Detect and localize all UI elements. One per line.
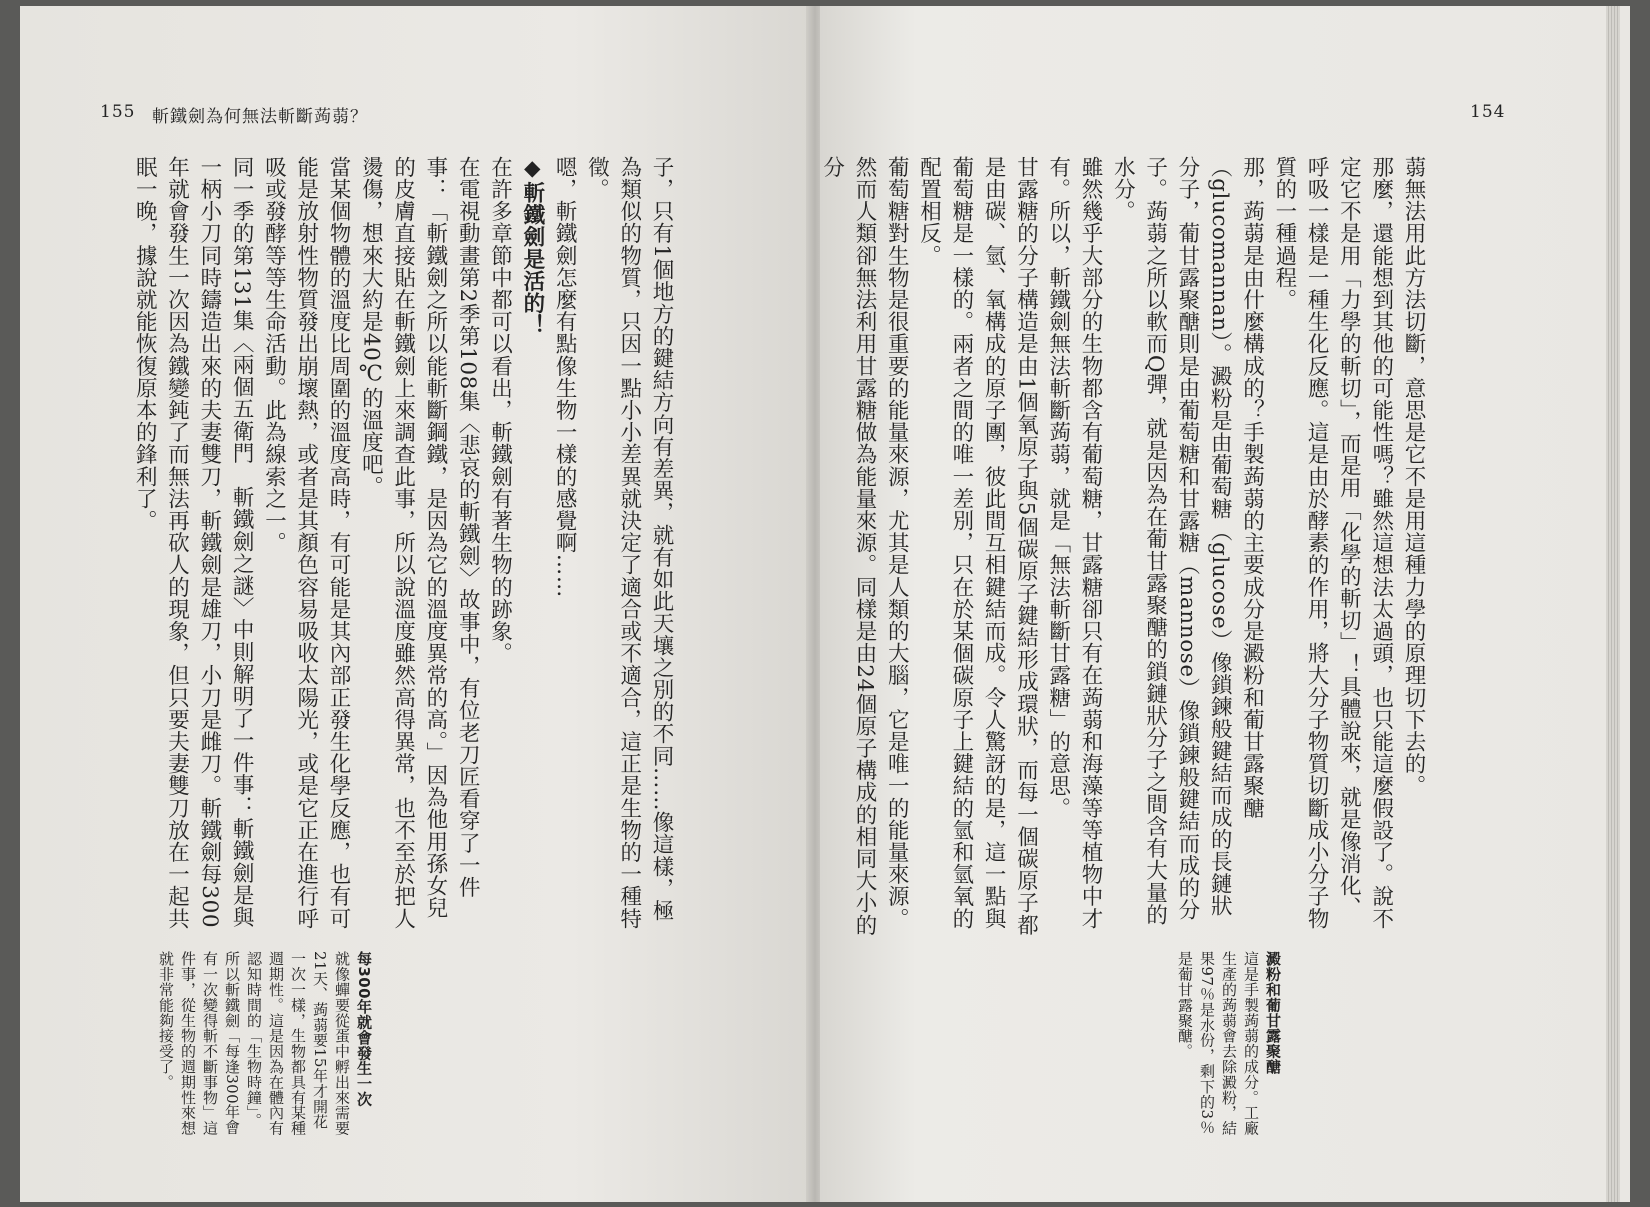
paragraph: 在電視動畫第2季第108集〈悲哀的斬鐵劍〉故事中，有位老刀匠看穿了一件事：「斬鐵劍之所以能斬斷鋼鐵，是因為它的溫度異常的高。」因為他用孫女兒的皮膚直接貼在斬鐵劍上來調查此事，所以說溫度雖然高得異常，也不至於把人燙傷，想來大約是40℃的溫度吧。 [358, 156, 481, 930]
paragraph: 那，蒟蒻是由什麼構成的？手製蒟蒻的主要成分是澱粉和葡甘露聚醣（glucomannan）。澱粉是由葡萄糖（glucose）像鎖鍊般鍵結而成的長鏈狀分子，葡甘露聚醣則是由葡萄糖和甘露糖（mannose）像鎖鍊般鍵結而成的分子。蒟蒻之所以軟而Q彈，就是因為在葡甘露聚醣的鎖鏈狀分子之間含有大量的水分。 [1110, 156, 1265, 926]
running-title: 斬鐵劍為何無法斬斷蒟蒻？ [152, 107, 368, 127]
paragraph: 當某個物體的溫度比周圍的溫度高時，有可能是其內部正發生化學反應，也有可能是放射性物質發出崩壞熱，或者是其顏色容易吸收太陽光，或是它正在進行呼吸或發酵等等生命活動。此為線索之一。 [261, 156, 352, 930]
sidenote-right [1164, 951, 1284, 1141]
paragraph: 雖然幾乎大部分的生物都含有葡萄糖，甘露糖卻只有在蒟蒻和海藻等等植物中才有。所以，斬鐵劍無法斬斷蒟蒻，就是「無法斬斷甘露糖」的意思。 [1045, 156, 1104, 930]
left-body-text [112, 156, 677, 936]
paragraph: 蒻無法用此方法切斷，意思是它不是用這種力學的原理切下去的。 [1401, 156, 1426, 797]
sidenote-body: 就像蟬要從蛋中孵出來需要21天、蒟蒻要15年才開花一次一樣，生物都具有某種週期性。這是因為在體內有認知時間的「生物時鐘」。所以斬鐵劍「每逢300年會有一次變得斬不斷事物」這件事，從生物的週期性來想就非常能夠接受了。 [157, 951, 351, 1136]
sidenote-body: 這是手製蒟蒻的成分。工廠生產的蒟蒻會去除澱粉，結果97％是水份，剩下的3％是葡甘露聚醣。 [1176, 951, 1260, 1136]
paragraph: 在許多章節中都可以看出，斬鐵劍有著生物的跡象。 [487, 156, 513, 665]
sidenote-title: 每300年就會發生一次 [355, 951, 373, 1107]
paragraph: 子，只有1個地方的鍵結方向有差異，就有如此天壤之別的不同……像這樣，極為類似的物質，只因一點小小差異就決定了適合或不適合，這正是生物的一種特徵。 [584, 156, 674, 930]
paragraph: 同一季的第131集〈兩個五衛門 斬鐵劍之謎〉中則解明了一件事：斬鐵劍是與一柄小刀同時鑄造出來的夫妻雙刀，斬鐵劍是雄刀，小刀是雌刀。斬鐵劍每300年就會發生一次因為鐵變鈍了而無法再砍人的現象，但只要夫妻雙刀放在一起共眠一晚，據說就能恢復原本的鋒利了。 [132, 156, 255, 930]
sidenote-title: 澱粉和葡甘露聚醣 [1264, 951, 1282, 1075]
page-number-right: 154 [1470, 102, 1506, 122]
right-page [820, 6, 1620, 1202]
page-edges [1606, 6, 1620, 1202]
sidenote-left [130, 951, 375, 1141]
left-page [20, 6, 810, 1202]
page-number-left: 155 [100, 102, 136, 122]
paragraph: 那麼，還能想到其他的可能性嗎？雖然這想法太過頭，也只能這麼假設了。說不定它不是用「力學的斬切」，而是用「化學的斬切」！具體說來，就是像消化、呼吸一樣是一種生化反應。這是由於酵素的作用，將大分子物質切斷成小分子物質的一種過程。 [1271, 156, 1394, 930]
book-spread [20, 6, 1630, 1202]
right-body-text [820, 156, 1429, 936]
section-heading: ◆斬鐵劍是活的！ [519, 156, 545, 337]
paragraph: 葡萄糖對生物是很重要的能量來源，尤其是人類的大腦，它是唯一的能量來源。然而人類卻無法利用甘露糖做為能量來源。同樣是由24個原子構成的相同大小的分 [820, 156, 910, 936]
paragraph: 甘露糖的分子構造是由1個氧原子與5個碳原子鍵結形成環狀，而每一個碳原子都是由碳、氫、氧構成的原子團，彼此間互相鍵結而成。令人驚訝的是，這一點與葡萄糖是一樣的。兩者之間的唯一差別，只在於某個碳原子上鍵結的氫和氫氧的配置相反。 [916, 156, 1039, 936]
paragraph: 嗯，斬鐵劍怎麼有點像生物一樣的感覺啊…… [552, 156, 578, 598]
